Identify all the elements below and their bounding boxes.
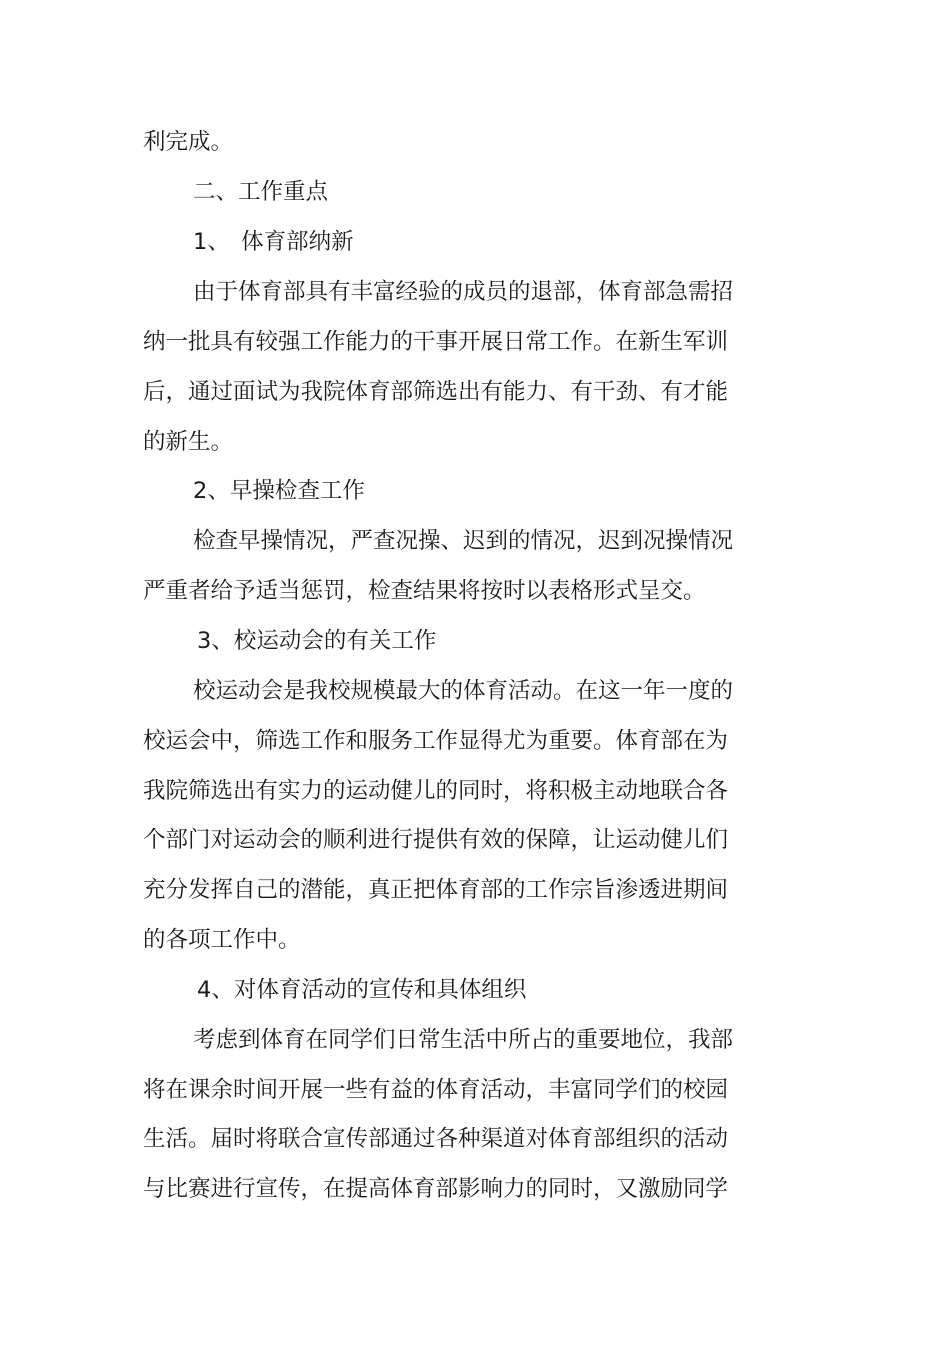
paragraph-line: 考虑到体育在同学们日常生活中所占的重要地位，我部 xyxy=(193,1027,734,1053)
paragraph-line: 的新生。 xyxy=(143,429,234,455)
paragraph-line: 生活。届时将联合宣传部通过各种渠道对体育部组织的活动 xyxy=(143,1126,729,1152)
subsection-heading: 1、 体育部纳新 xyxy=(193,229,354,255)
paragraph-line: 由于体育部具有丰富经验的成员的退部，体育部急需招 xyxy=(193,279,734,305)
paragraph-line: 校运动会是我校规模最大的体育活动。在这一年一度的 xyxy=(193,678,734,704)
paragraph-line: 我院筛选出有实力的运动健儿的同时，将积极主动地联合各 xyxy=(143,778,729,804)
paragraph-line: 纳一批具有较强工作能力的干事开展日常工作。在新生军训 xyxy=(143,329,729,355)
subsection-heading: 3、校运动会的有关工作 xyxy=(197,628,437,654)
paragraph-line: 个部门对运动会的顺利进行提供有效的保障，让运动健儿们 xyxy=(143,827,729,853)
section-heading: 二、工作重点 xyxy=(193,179,329,205)
paragraph-line: 充分发挥自己的潜能，真正把体育部的工作宗旨渗透进期间 xyxy=(143,877,729,903)
paragraph-line: 检查早操情况，严查况操、迟到的情况，迟到况操情况 xyxy=(193,528,734,554)
paragraph-line: 的各项工作中。 xyxy=(143,927,301,953)
paragraph-line: 校运会中，筛选工作和服务工作显得尤为重要。体育部在为 xyxy=(143,728,729,754)
paragraph-line: 将在课余时间开展一些有益的体育活动，丰富同学们的校园 xyxy=(143,1077,729,1103)
paragraph-line: 后，通过面试为我院体育部筛选出有能力、有干劲、有才能 xyxy=(143,379,729,405)
paragraph-line: 与比赛进行宣传，在提高体育部影响力的同时，又激励同学 xyxy=(143,1176,729,1202)
subsection-heading: 2、早操检查工作 xyxy=(193,478,365,504)
paragraph-line: 严重者给予适当惩罚，检查结果将按时以表格形式呈交。 xyxy=(143,578,706,604)
text-line: 利完成。 xyxy=(143,129,234,155)
subsection-heading: 4、对体育活动的宣传和具体组织 xyxy=(197,977,527,1003)
